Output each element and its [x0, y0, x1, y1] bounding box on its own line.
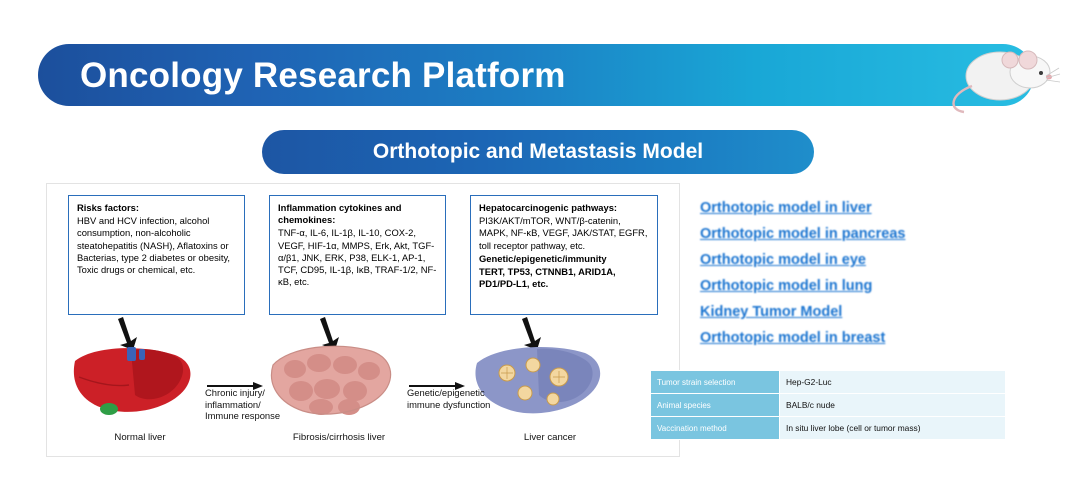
liver-cancer-illustration [467, 339, 617, 431]
model-link-list [700, 200, 1040, 356]
model-link-pancreas[interactable]: Orthotopic model in pancreas [700, 226, 906, 242]
table-row [651, 417, 1006, 440]
model-link-eye[interactable]: Orthotopic model in eye [700, 252, 866, 268]
info-box-body: PI3K/AKT/mTOR, WNT/β-catenin, MAPK, NF-κB, VEGF, JAK/STAT, EGFR, toll receptor pathway, etc. [479, 215, 648, 251]
transition-label-1: Chronic injury/ inflammation/ Immune response [205, 387, 281, 422]
normal-liver-illustration [65, 339, 207, 431]
pathogenesis-diagram [46, 183, 680, 457]
organ-caption-fibrosis: Fibrosis/cirrhosis liver [292, 432, 386, 443]
info-box-title: Hepatocarcinogenic pathways: [479, 202, 618, 213]
table-row [651, 394, 1006, 417]
model-link-kidney[interactable]: Kidney Tumor Model [700, 304, 843, 320]
model-link-liver[interactable]: Orthotopic model in liver [700, 200, 872, 216]
info-box-subbody: TERT, TP53, CTNNB1, ARID1A, PD1/PD-L1, etc. [479, 266, 616, 290]
table-row [651, 371, 1006, 394]
info-box-title: Risks factors: [77, 202, 140, 213]
model-spec-table [650, 370, 1006, 440]
organ-caption-normal: Normal liver [114, 432, 166, 443]
page-title: Oncology Research Platform [80, 56, 566, 95]
model-link-breast[interactable]: Orthotopic model in breast [700, 330, 886, 346]
info-box-subtitle: Genetic/epigenetic/immunity [479, 252, 607, 264]
info-box-risk-factors [68, 195, 245, 315]
subtitle-text: Orthotopic and Metastasis Model [372, 140, 704, 163]
table-key: Vaccination method [651, 417, 780, 440]
table-key: Tumor strain selection [651, 371, 780, 394]
transition-label-2: Genetic/epigenetic immune dysfunction [407, 387, 491, 410]
table-value: BALB/c nude [780, 394, 1006, 417]
info-box-body: HBV and HCV infection, alcohol consumption, non-alcoholic steatohepatitis (NASH), Aflatoxins or Bacterias, type 2 diabetes or obesity, Toxic drugs or chemical, etc. [77, 215, 231, 276]
lab-mouse-icon [942, 36, 1062, 118]
table-value: In situ liver lobe (cell or tumor mass) [780, 417, 1006, 440]
info-box-title: Inflammation cytokines and chemokines: [278, 202, 402, 226]
info-box-inflammation [269, 195, 446, 315]
info-box-pathways [470, 195, 658, 315]
table-value: Hep-G2-Luc [780, 371, 1006, 394]
organ-caption-cancer: Liver cancer [523, 432, 577, 443]
model-link-lung[interactable]: Orthotopic model in lung [700, 278, 873, 294]
table-key: Animal species [651, 394, 780, 417]
info-box-body: TNF-α, IL-6, IL-1β, IL-10, COX-2, VEGF, HIF-1α, MMPS, Erk, Akt, TGF-α/β1, JNK, ERK, P38, ELK-1, AP-1, TCF, CD95, IL-1β, IκB, TRAF-1/2, NF-κB, etc. [278, 227, 437, 288]
